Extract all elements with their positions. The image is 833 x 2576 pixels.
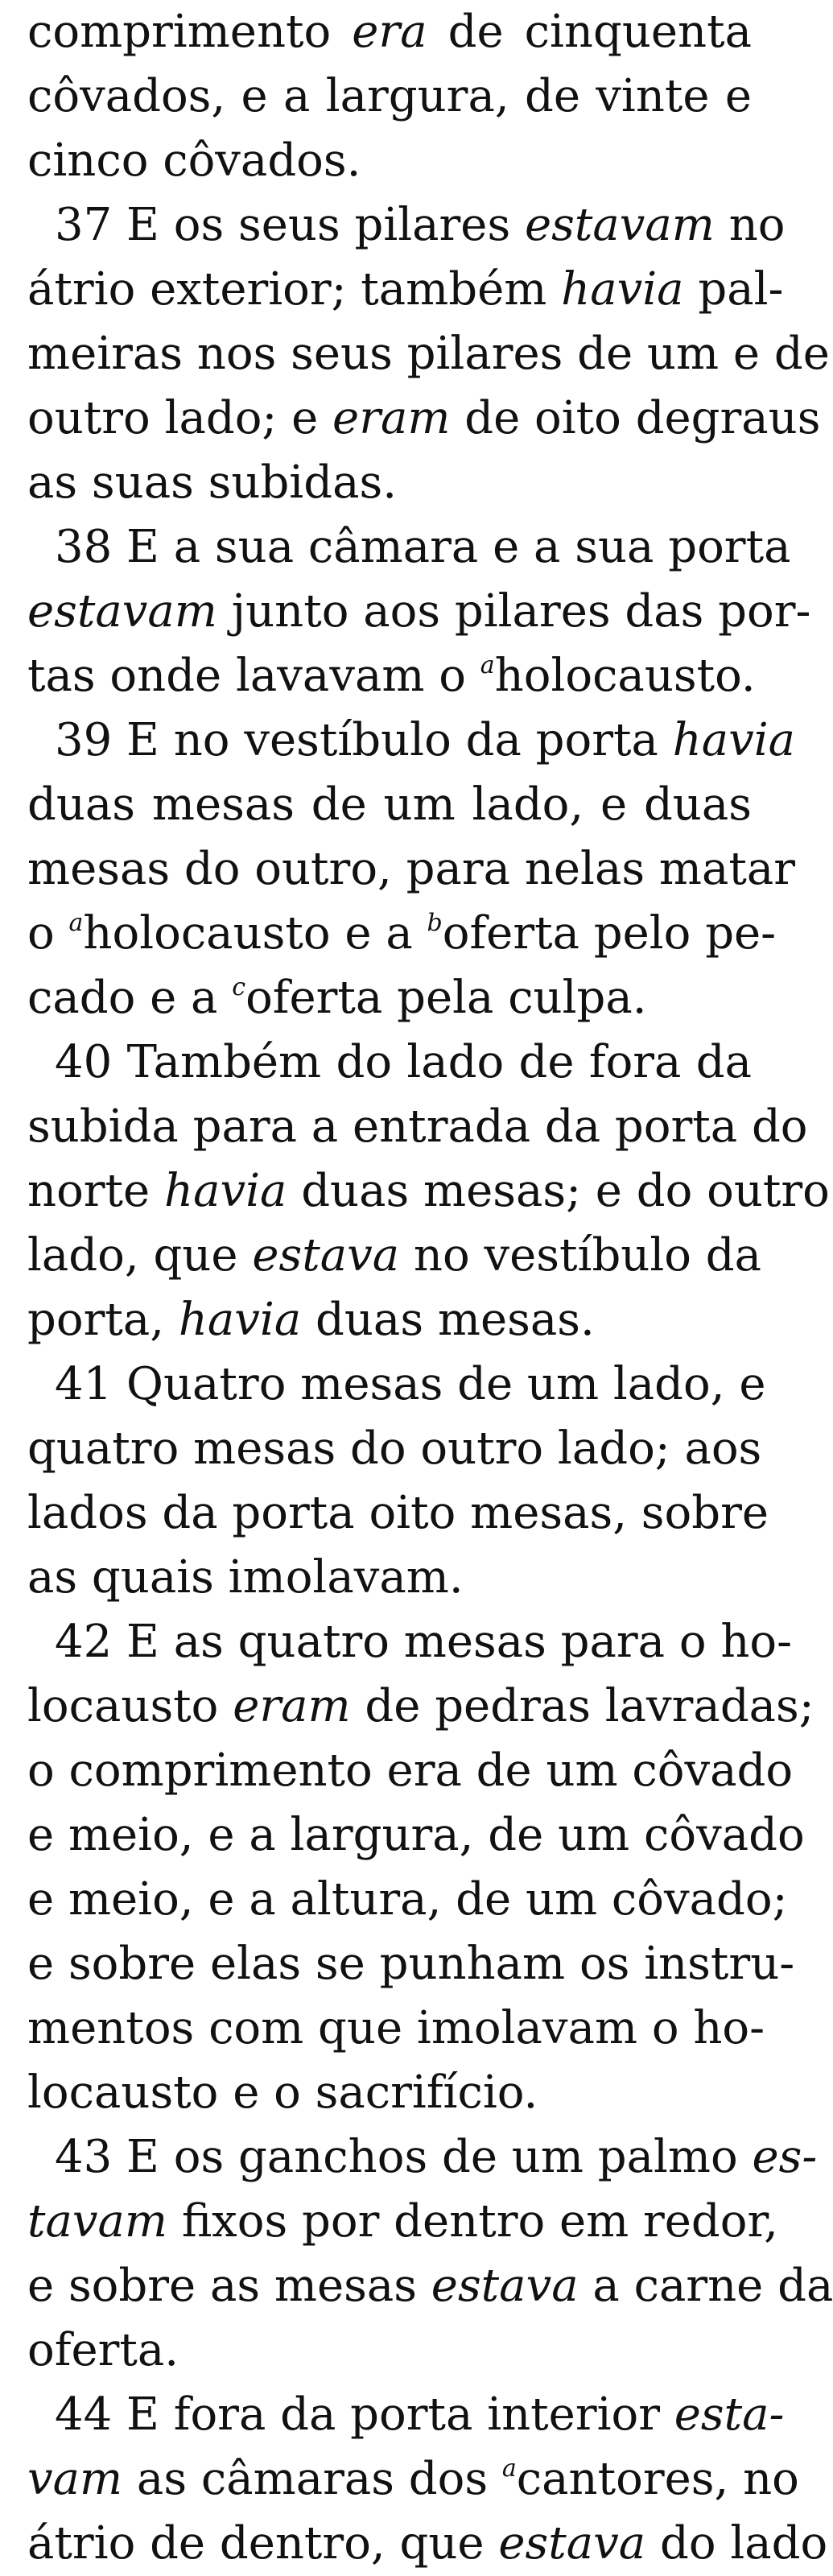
text-line xyxy=(27,1481,769,1546)
text-line xyxy=(27,1674,814,1739)
text-segment: do lado xyxy=(645,2517,828,2570)
text-segment: fixos por dentro em redor, xyxy=(167,2195,778,2248)
text-segment: no vestíbulo da xyxy=(399,1229,762,1282)
italic-word: havia xyxy=(164,1165,287,1217)
text-line xyxy=(27,193,786,258)
text-segment: porta, xyxy=(27,1294,179,1346)
text-segment: de pedras lavradas; xyxy=(350,1680,814,1732)
text-segment: oferta pela culpa. xyxy=(245,972,647,1024)
text-segment: 37 E os seus pilares xyxy=(55,199,525,251)
text-line xyxy=(27,1868,788,1932)
text-segment: mentos com que imolavam o ho- xyxy=(27,2002,765,2054)
text-line xyxy=(27,322,830,386)
text-line xyxy=(27,2318,752,2383)
text-segment: oferta. xyxy=(27,2324,179,2376)
verse-paragraph xyxy=(27,0,752,193)
text-segment: duas mesas de um lado, e duas xyxy=(27,778,752,831)
text-line xyxy=(27,1803,805,1868)
text-segment: meiras nos seus pilares de um e de xyxy=(27,328,830,380)
verse-paragraph xyxy=(27,1030,830,1352)
text-segment: oferta pelo pe- xyxy=(442,907,777,960)
text-segment: de cinquenta xyxy=(427,6,752,58)
text-line xyxy=(27,64,752,129)
footnote-marker: c xyxy=(232,973,246,1001)
text-line xyxy=(27,0,752,64)
text-segment: duas mesas. xyxy=(301,1294,595,1346)
italic-word: vam xyxy=(27,2453,123,2505)
text-line xyxy=(27,1546,752,1610)
text-line xyxy=(27,2061,752,2125)
italic-word: estava xyxy=(252,1229,400,1282)
text-segment: e sobre elas se punham os instru- xyxy=(27,1938,795,1990)
text-line xyxy=(27,966,752,1030)
text-line xyxy=(27,2512,828,2576)
footnote-marker: a xyxy=(480,651,495,679)
text-segment: o xyxy=(27,907,69,960)
text-segment: 38 E a sua câmara e a sua porta xyxy=(55,521,791,573)
text-segment: 39 E no vestíbulo da porta xyxy=(55,714,673,766)
verse-paragraph xyxy=(27,2383,828,2576)
italic-word: havia xyxy=(178,1294,302,1346)
text-segment: de oito degraus xyxy=(450,392,821,444)
text-segment: norte xyxy=(27,1165,164,1217)
text-line xyxy=(27,837,796,902)
text-segment: pal- xyxy=(683,263,784,316)
text-line xyxy=(27,1095,808,1159)
italic-word: es- xyxy=(752,2131,818,2183)
text-segment: 43 E os ganchos de um palmo xyxy=(55,2131,753,2183)
text-line xyxy=(27,129,752,193)
text-line xyxy=(27,2125,818,2190)
text-segment: locausto e o sacrifício. xyxy=(27,2066,538,2119)
text-segment: e meio, e a altura, de um côvado; xyxy=(27,1873,788,1926)
footnote-marker: a xyxy=(501,2454,517,2483)
text-segment: o comprimento era de um côvado xyxy=(27,1744,794,1797)
text-line xyxy=(27,515,791,580)
text-segment: holocausto. xyxy=(494,650,756,702)
text-line xyxy=(27,1739,794,1803)
text-segment: côvados, e a largura, de vinte e xyxy=(27,70,752,122)
text-segment: 40 Também do lado de fora da xyxy=(55,1036,752,1088)
text-line xyxy=(27,1996,765,2061)
text-segment: quatro mesas do outro lado; aos xyxy=(27,1422,762,1475)
text-segment: cinco côvados. xyxy=(27,134,361,187)
text-line xyxy=(27,773,752,837)
text-line xyxy=(27,2190,778,2254)
italic-word: eram xyxy=(332,392,451,444)
italic-word: havia xyxy=(561,263,684,316)
text-segment: duas mesas; e do outro xyxy=(287,1165,830,1217)
text-segment: átrio de dentro, que xyxy=(27,2517,499,2570)
text-segment: subida para a entrada da porta do xyxy=(27,1100,808,1153)
italic-word: esta- xyxy=(674,2388,785,2441)
verse-paragraph xyxy=(27,193,830,515)
text-segment: cantores, no xyxy=(516,2453,799,2505)
text-segment: e meio, e a largura, de um côvado xyxy=(27,1809,805,1861)
text-line xyxy=(27,2447,799,2512)
text-segment: cado e a xyxy=(27,972,233,1024)
italic-word: tavam xyxy=(27,2195,168,2248)
footnote-marker: a xyxy=(68,909,84,937)
text-segment: no xyxy=(714,199,786,251)
text-line xyxy=(27,2383,785,2447)
text-line xyxy=(27,580,811,644)
text-line xyxy=(27,1610,793,1674)
text-segment: lados da porta oito mesas, sobre xyxy=(27,1487,769,1539)
text-column xyxy=(27,0,833,2576)
text-segment: 41 Quatro mesas de um lado, e xyxy=(55,1358,766,1410)
footnote-marker: b xyxy=(427,909,443,937)
text-segment: 44 E fora da porta interior xyxy=(55,2388,674,2441)
text-line xyxy=(27,258,784,322)
text-segment: comprimento xyxy=(27,6,353,58)
verse-paragraph xyxy=(27,1352,769,1610)
text-segment: a carne da xyxy=(578,2260,833,2312)
text-line xyxy=(27,644,756,708)
text-line xyxy=(27,708,796,773)
verse-paragraph xyxy=(27,515,811,708)
text-segment: as suas subidas. xyxy=(27,456,397,509)
verse-paragraph xyxy=(27,1610,814,2125)
text-line xyxy=(27,902,777,966)
text-line xyxy=(27,1417,762,1481)
text-line xyxy=(27,1224,762,1288)
italic-word: eram xyxy=(233,1680,351,1732)
text-line xyxy=(27,386,821,451)
text-segment: junto aos pilares das por- xyxy=(216,585,811,638)
text-segment: outro lado; e xyxy=(27,392,333,444)
text-segment: lado, que xyxy=(27,1229,253,1282)
italic-word: estavam xyxy=(524,199,715,251)
italic-word: estava xyxy=(431,2260,579,2312)
text-segment: as quais imolavam. xyxy=(27,1551,464,1604)
text-line xyxy=(27,1352,766,1417)
text-segment: holocausto e a xyxy=(83,907,427,960)
verse-paragraph xyxy=(27,2125,833,2383)
text-segment: mesas do outro, para nelas matar xyxy=(27,843,796,895)
text-line xyxy=(27,1159,830,1224)
text-segment: 42 E as quatro mesas para o ho- xyxy=(55,1616,793,1668)
text-line xyxy=(27,1288,752,1352)
italic-word: havia xyxy=(672,714,796,766)
text-segment: e sobre as mesas xyxy=(27,2260,431,2312)
italic-word: estavam xyxy=(27,585,217,638)
text-line xyxy=(27,1932,795,1996)
text-segment: átrio exterior; também xyxy=(27,263,562,316)
text-segment: tas onde lavavam o xyxy=(27,650,480,702)
text-segment: as câmaras dos xyxy=(122,2453,502,2505)
italic-word: estava xyxy=(498,2517,646,2570)
text-line xyxy=(27,1030,752,1095)
italic-word: era xyxy=(352,6,427,58)
verse-paragraph xyxy=(27,708,796,1030)
text-segment: locausto xyxy=(27,1680,233,1732)
text-line xyxy=(27,451,752,515)
text-line xyxy=(27,2254,833,2318)
